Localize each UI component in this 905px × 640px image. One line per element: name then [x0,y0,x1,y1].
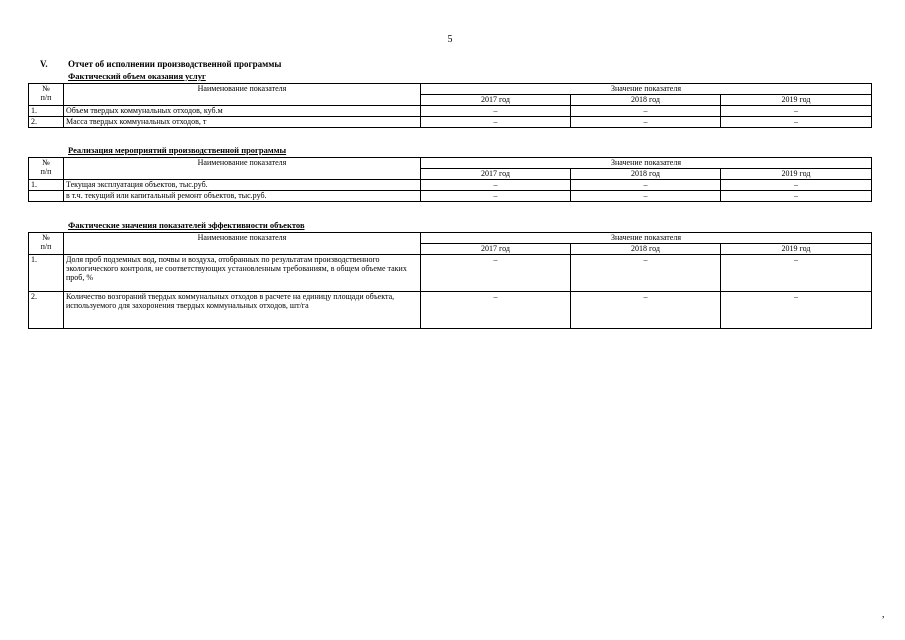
year-header: 2018 год [571,244,721,255]
row-number: 2. [29,292,64,329]
num-header: № п/п [29,158,64,180]
value-cell: – [571,117,721,128]
year-header: 2017 год [421,244,571,255]
row-number [29,191,64,202]
table-row [29,191,872,202]
program-activities-table [28,157,872,202]
section-number: V. [40,59,48,69]
value-cell: – [571,191,721,202]
value-cell: – [571,180,721,191]
value-cell: – [721,106,872,117]
year-header: 2019 год [721,95,872,106]
table-row [29,180,872,191]
name-header: Наименование показателя [64,84,421,106]
table2-title: Реализация мероприятий производственной программы [68,145,287,155]
row-number: 2. [29,117,64,128]
year-header: 2019 год [721,244,872,255]
year-header: 2017 год [421,95,571,106]
value-cell: – [721,117,872,128]
value-cell: – [571,255,721,292]
table-row [29,106,872,117]
row-name: в т.ч. текущий или капитальный ремонт объектов, тыс.руб. [64,191,421,202]
num-header: № п/п [29,233,64,255]
year-header: 2017 год [421,169,571,180]
value-cell: – [421,106,571,117]
value-cell: – [721,180,872,191]
row-number: 1. [29,180,64,191]
value-cell: – [421,292,571,329]
margin-mark: , [882,609,885,620]
efficiency-indicators-table [28,232,872,329]
value-cell: – [421,191,571,202]
value-cell: – [721,191,872,202]
value-cell: – [571,292,721,329]
value-cell: – [421,180,571,191]
value-header: Значение показателя [421,158,872,169]
row-name: Доля проб подземных вод, почвы и воздуха, отобранных по результатам производственного экологического контроля, не соответствующих установленным требованиям, в общем объеме таких проб, % [64,255,421,292]
value-header: Значение показателя [421,233,872,244]
value-cell: – [571,106,721,117]
section-title: Отчет об исполнении производственной программы [68,59,282,69]
row-name: Объем твердых коммунальных отходов, куб.м [64,106,421,117]
table-row [29,255,872,292]
table3-title: Фактические значения показателей эффективности объектов [68,220,305,230]
row-name: Масса твердых коммунальных отходов, т [64,117,421,128]
table1-title: Фактический объем оказания услуг [68,71,206,81]
num-header: № п/п [29,84,64,106]
year-header: 2018 год [571,169,721,180]
table-row [29,292,872,329]
table-row [29,117,872,128]
services-volume-table [28,83,872,128]
value-header: Значение показателя [421,84,872,95]
row-name: Количество возгораний твердых коммунальных отходов в расчете на единицу площади объекта, используемого для захоронения твердых коммунальных отходов, шт/га [64,292,421,329]
value-cell: – [721,255,872,292]
name-header: Наименование показателя [64,158,421,180]
value-cell: – [421,117,571,128]
page-number: 5 [447,34,453,45]
value-cell: – [721,292,872,329]
row-name: Текущая эксплуатация объектов, тыс.руб. [64,180,421,191]
year-header: 2018 год [571,95,721,106]
row-number: 1. [29,106,64,117]
year-header: 2019 год [721,169,872,180]
name-header: Наименование показателя [64,233,421,255]
row-number: 1. [29,255,64,292]
value-cell: – [421,255,571,292]
